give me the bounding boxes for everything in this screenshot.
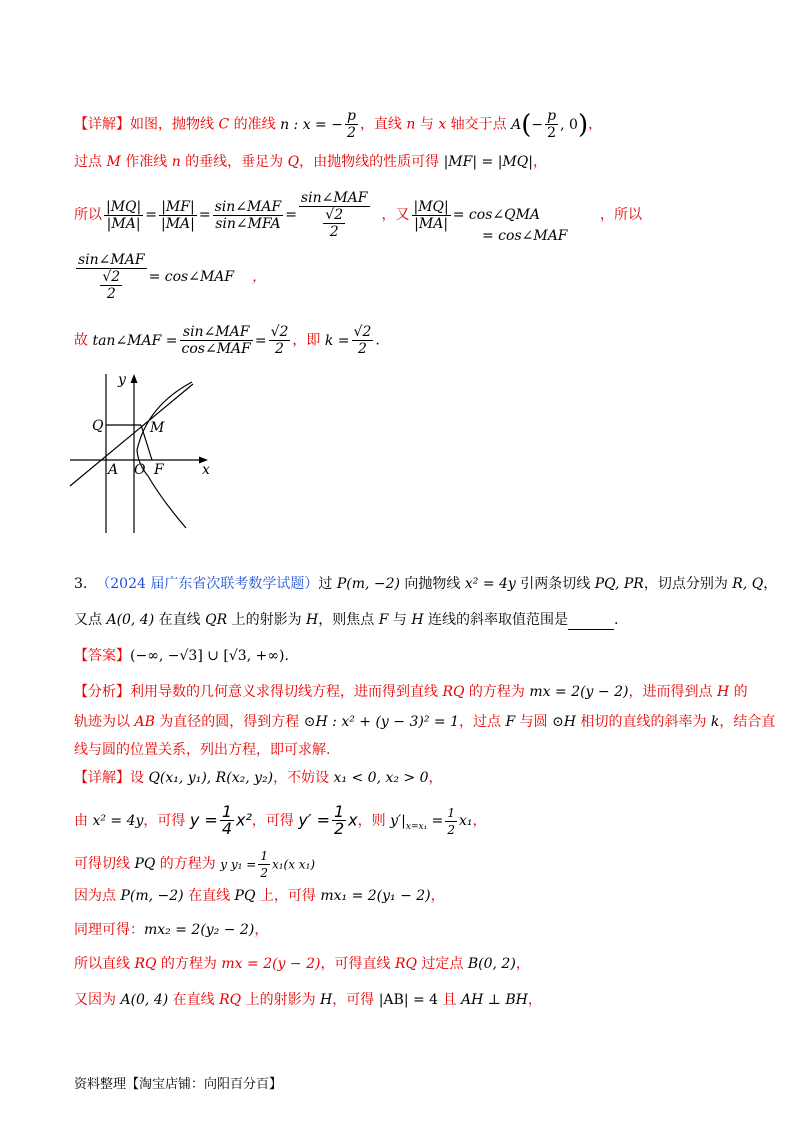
question-3-line-1: 3. （2024 届广东省次联考数学试题）过 P(m, −2) 向抛物线 x² = 4y 引两条切线 PQ, PR，切点分别为 R, Q，	[74, 576, 778, 592]
question-3-line-2: 又点 A(0, 4) 在直线 QR 上的射影为 H，则焦点 F 与 H 连线的斜率取值范围是 .	[74, 612, 619, 628]
cos-maf-aside: = cos∠MAF	[482, 228, 568, 244]
because-line: 因为点 P(m, −2) 在直线 PQ 上，可得 mx₁ = 2(y₁ − 2)，	[74, 888, 445, 904]
answer-value: (−∞, −√3] ∪ [√3, +∞)	[130, 648, 285, 664]
also-line: 又因为 A(0, 4) 在直线 RQ 上的射影为 H，可得 |AB| = 4 且 AH ⊥ BH，	[74, 992, 542, 1008]
analysis-line-3: 线与圆的位置关系，列出方程，即可求解.	[74, 742, 331, 758]
detail-line-5: 故 tan∠MAF = $\frac{\text{sin∠MAF}}{\text{cos∠MAF}}$ = $\frac{√2}{2}$ ，即 k = $\frac{√2}{2}$ .	[74, 324, 380, 357]
label-y: y	[118, 372, 126, 388]
ratio-chain: $\frac{|MQ|}{|MA|}$ = $\frac{|MF|}{|MA|}$ = $\frac{\text{sin∠MAF}}{\text{sin∠MFA}}$ = $\frac{\text{sin∠MAF}}{\frac{√2}{2}}$	[106, 190, 368, 240]
label-x: x	[202, 462, 210, 478]
detail-tag: 【详解】	[74, 116, 130, 133]
line-AM	[70, 384, 193, 486]
question-source: （2024 届广东省次联考数学试题）	[96, 576, 319, 592]
label-F: F	[154, 462, 164, 478]
answer-line: 【答案】(−∞, −√3] ∪ [√3, +∞).	[74, 648, 289, 664]
label-O: O	[134, 462, 146, 478]
detail-line-3: 所以 $\frac{|MQ|}{|MA|}$ = $\frac{|MF|}{|MA|}$ = $\frac{\text{sin∠MAF}}{\text{sin∠MFA}}$ = $\frac{\text{sin∠MAF}}{\frac{√2}{2}}$ ，又 $\frac{|MQ|}{|MA|}$ = cos∠QMA ，所以	[74, 190, 643, 240]
parabola-curve	[137, 382, 192, 528]
equal-dist-eq: |MF| = |MQ|	[443, 154, 533, 170]
label-M: M	[150, 420, 165, 436]
derivative-line: 由 x² = 4y，可得 y = $\frac{1}{4}$ x²，可得 y′ = $\frac{1}{2}$ x，则 $y'|_{x=x_1}$ = $\frac{1}{2}$ x₁，	[74, 802, 487, 838]
tangent-eq-line: 可得切线 PQ 的方程为 y y₁ = $\frac{1}{2}$ x₁(x x₁)	[74, 849, 316, 880]
y-axis-arrow-icon	[131, 374, 138, 383]
page-footer: 资料整理【淘宝店铺：向阳百分百】	[74, 1077, 283, 1092]
detail-line-2: 过点 M 作准线 n 的垂线，垂足为 Q，由抛物线的性质可得 |MF| = |MQ|，	[74, 154, 547, 170]
parabola-figure	[62, 368, 222, 538]
so-line: 所以直线 RQ 的方程为 mx = 2(y − 2)，可得直线 RQ 过定点 B(0, 2)，	[74, 956, 530, 972]
detail-line-1: 【详解】如图，抛物线 C 的准线 n : x = − $\frac{p}{2}$ ，直线 n 与 x 轴交于点 A(− $\frac{p}{2}$ , 0)，	[74, 108, 603, 141]
directrix-eq: n : x = − $\frac{p}{2}$	[280, 108, 356, 141]
label-Q: Q	[92, 418, 104, 434]
similarly-line: 同理可得：mx₂ = 2(y₂ − 2)，	[74, 922, 269, 938]
analysis-line-2: 轨迹为以 AB 为直径的圆，得到方程 ⊙H : x² + (y − 3)² = 1，过点 F 与圆 ⊙H 相切的直线的斜率为 k，结合直	[74, 714, 776, 730]
analysis-line-1: 【分析】利用导数的几何意义求得切线方程，进而得到直线 RQ 的方程为 mx = 2(y − 2)，进而得到点 H 的	[74, 684, 748, 700]
detail2-line-1: 【详解】设 Q(x₁, y₁), R(x₂, y₂)，不妨设 x₁ < 0, x₂ > 0，	[74, 770, 443, 786]
point-A-coord: A(− $\frac{p}{2}$ , 0)	[511, 108, 589, 141]
answer-blank	[568, 615, 614, 630]
detail-line-4: $\frac{\text{sin∠MAF}}{\frac{√2}{2}}$ = cos∠MAF ，	[78, 252, 267, 302]
question-number: 3.	[74, 576, 88, 592]
label-A: A	[108, 462, 119, 478]
